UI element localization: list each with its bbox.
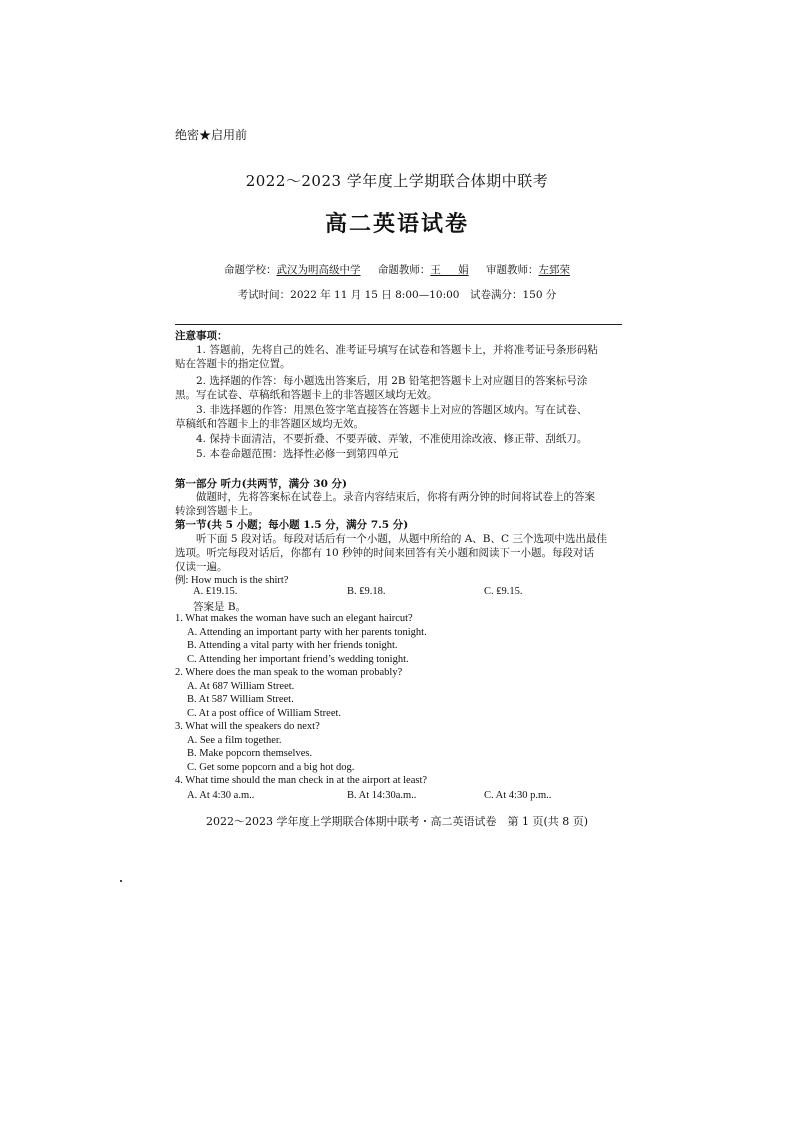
note-item-2-cont: 黑。写在试卷、草稿纸和答题卡上的非答题区域均无效。 <box>175 389 438 401</box>
exam-time: 考试时间：2022 年 11 月 15 日 8:00—10:00 试卷满分：150 分 <box>237 289 557 301</box>
question-1-stem: 1. What makes the woman have such an elegant haircut? <box>175 613 413 624</box>
note-item-1-cont: 贴在答题卡的指定位置。 <box>175 358 291 370</box>
example-option-a: A. ₤19.15. <box>193 586 238 597</box>
example-option-b: B. ₤9.18. <box>347 586 386 597</box>
section1-intro-cont-1: 选项。听完每段对话后，你都有 10 秒钟的时间来回答有关小题和阅读下一小题。每段对话 <box>175 547 595 559</box>
question-4-option-c: C. At 4:30 p.m.. <box>484 790 552 801</box>
part1-intro-cont: 转涂到答题卡上。 <box>175 505 259 517</box>
section1-title: 第一节(共 5 小题；每小题 1.5 分，满分 7.5 分) <box>175 519 409 531</box>
reviewer-name: 左郅荣 <box>538 264 571 276</box>
question-3-option-b: B. Make popcorn themselves. <box>187 748 313 759</box>
note-item-4: 4. 保持卡面清洁，不要折叠、不要弄破、弄皱，不准使用涂改液、修正带、刮纸刀。 <box>196 433 588 445</box>
note-item-2: 2. 选择题的作答：每小题选出答案后，用 2B 铅笔把答题卡上对应题目的答案标号涂 <box>196 375 588 387</box>
exam-title: 2022～2023 学年度上学期联合体期中联考 <box>245 172 549 190</box>
question-1-option-b: B. Attending a vital party with her friends tonight. <box>187 640 398 651</box>
exam-meta <box>0 262 794 277</box>
question-3-option-c: C. Get some popcorn and a big hot dog. <box>187 762 355 773</box>
school-name: 武汉为明高级中学 <box>276 264 361 276</box>
teacher-label: 命题教师： <box>377 264 431 276</box>
question-4-stem: 4. What time should the man check in at the airport at least? <box>175 775 428 786</box>
question-3-option-a: A. See a film together. <box>187 735 282 746</box>
subject-title: 高二英语试卷 <box>324 211 469 237</box>
question-4-option-b: B. At 14:30a.m.. <box>347 790 417 801</box>
question-4-option-a: A. At 4:30 a.m.. <box>187 790 255 801</box>
teacher-name: 王 娟 <box>430 264 469 276</box>
question-2-stem: 2. Where does the man speak to the woman probably? <box>175 667 403 678</box>
note-item-3: 3. 非选择题的作答：用黑色签字笔直接答在答题卡上对应的答题区域内。写在试卷、 <box>196 404 588 416</box>
section1-intro-cont-2: 仅读一遍。 <box>175 561 228 573</box>
question-2-option-c: C. At a post office of William Street. <box>187 708 342 719</box>
notes-title: 注意事项： <box>175 330 228 342</box>
note-item-1: 1. 答题前，先将自己的姓名、准考证号填写在试卷和答题卡上，并将准考证号条形码粘 <box>196 344 598 356</box>
example-answer: 答案是 B。 <box>193 601 247 613</box>
example-option-c: C. ₤9.15. <box>484 586 523 597</box>
question-2-option-a: A. At 687 William Street. <box>187 681 295 692</box>
part1-title: 第一部分 听力(共两节，满分 30 分) <box>175 478 348 490</box>
question-3-stem: 3. What will the speakers do next? <box>175 721 320 732</box>
secret-mark: 绝密★启用前 <box>175 128 248 142</box>
question-1-option-a: A. Attending an important party with her parents tonight. <box>187 627 427 638</box>
question-1-option-c: C. Attending her important friend’s wedding tonight. <box>187 654 409 665</box>
note-item-3-cont: 草稿纸和答题卡上的非答题区域均无效。 <box>175 418 364 430</box>
note-item-5: 5. 本卷命题范围：选择性必修一到第四单元 <box>196 448 399 460</box>
reviewer-label: 审题教师： <box>486 264 539 276</box>
scan-speck <box>120 880 122 882</box>
divider-rule <box>175 324 622 325</box>
example-question: 例: How much is the shirt? <box>175 575 289 586</box>
page-footer: 2022～2023 学年度上学期联合体期中联考・高二英语试卷 第 1 页(共 8 页) <box>205 815 589 828</box>
school-label: 命题学校： <box>223 264 277 276</box>
section1-intro: 听下面 5 段对话。每段对话后有一个小题，从题中所给的 A、B、C 三个选项中选出最佳 <box>196 533 607 545</box>
question-2-option-b: B. At 587 William Street. <box>187 694 294 705</box>
part1-intro: 做题时，先将答案标在试卷上。录音内容结束后，你将有两分钟的时间将试卷上的答案 <box>196 491 595 503</box>
